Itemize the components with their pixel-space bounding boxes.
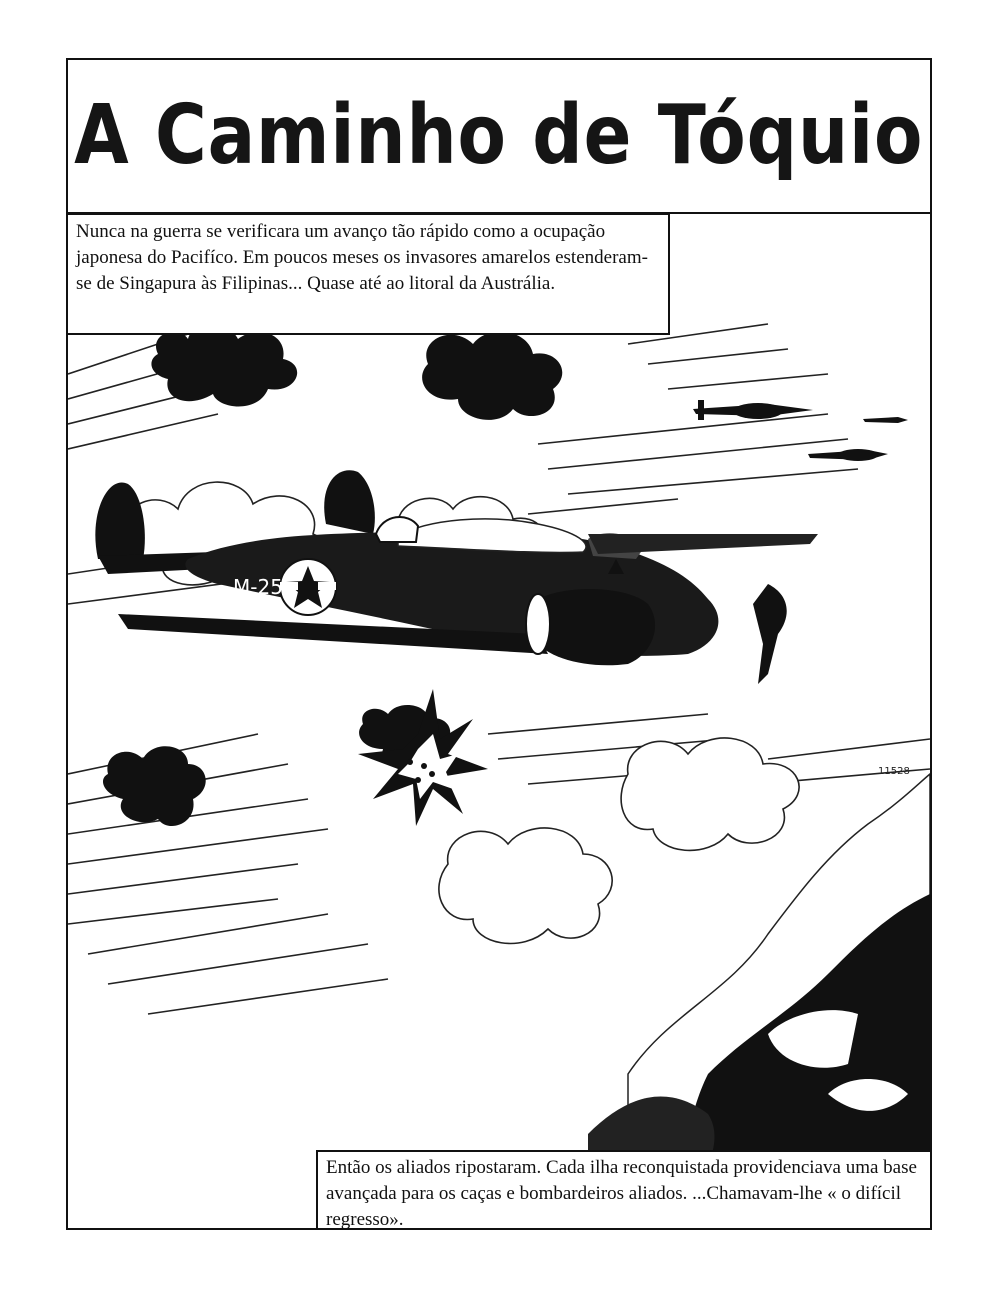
page-title: A Caminho de Tóquio bbox=[74, 87, 924, 183]
narration-box-top bbox=[66, 213, 670, 335]
nose-marking: 25 bbox=[733, 625, 751, 641]
narration-top-text: Nunca na guerra se verificara um avanço tão rápido como a ocupação japonesa do Pacifíco. Em poucos meses os invasores amarelos estenderam-se de Singapura às Filipinas... Quase até ao litoral da Austrália. bbox=[76, 221, 648, 294]
title-panel bbox=[66, 58, 932, 214]
comic-illustration bbox=[68, 214, 930, 1228]
narration-box-bottom bbox=[316, 1150, 932, 1230]
narration-bottom-text: Então os aliados ripostaram. Cada ilha reconquistada providenciava uma base avançada para os caças e bombardeiros aliados. ...Chamavam-lhe « o difícil regresso». bbox=[326, 1157, 917, 1230]
artist-mark: 11528 bbox=[878, 766, 910, 777]
fuselage-marking: M-25 bbox=[233, 575, 283, 599]
